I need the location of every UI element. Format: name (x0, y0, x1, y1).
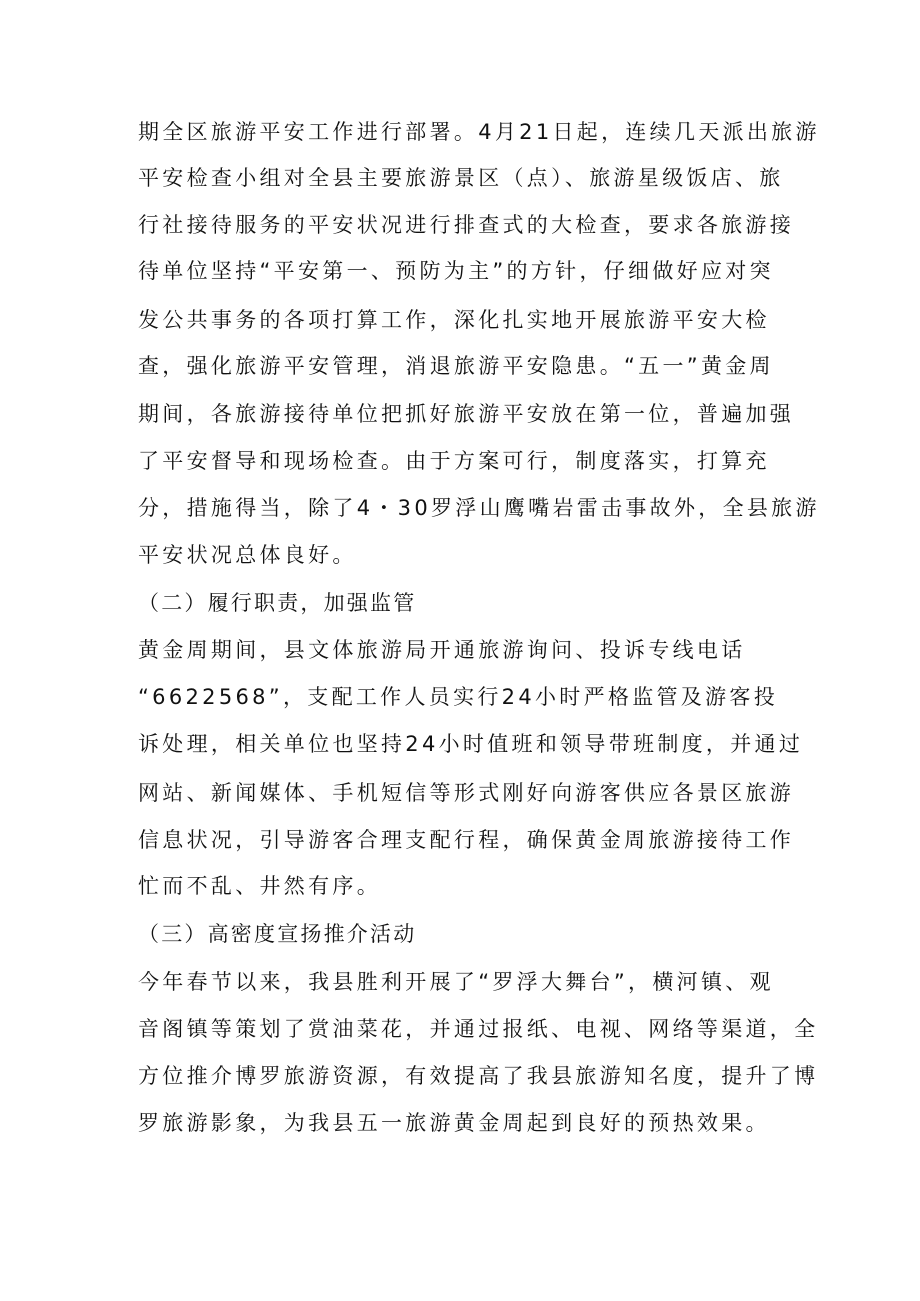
text-line: 罗旅游影象，为我县五一旅游黄金周起到良好的预热效果。 (138, 1111, 770, 1135)
text-line: 期间，各旅游接待单位把抓好旅游平安放在第一位，普遍加强 (138, 402, 795, 426)
text-line: 分，措施得当，除了4・30罗浮山鹰嘴岩雷击事故外，全县旅游 (138, 496, 820, 520)
text-line: 诉处理，相关单位也坚持24小时值班和领导带班制度，并通过 (138, 732, 804, 756)
text-line: 今年春节以来，我县胜利开展了“罗浮大舞台”，横河镇、观 (138, 970, 774, 994)
text-line: 网站、新闻媒体、手机短信等形式刚好向游客供应各景区旅游 (138, 781, 795, 805)
text-line: 方位推介博罗旅游资源，有效提高了我县旅游知名度，提升了博 (138, 1064, 819, 1088)
text-line: 查，强化旅游平安管理，消退旅游平安隐患。“五一”黄金周 (138, 354, 774, 378)
text-line: 发公共事务的各项打算工作，深化扎实地开展旅游平安大检 (138, 308, 770, 332)
text-line: 音阁镇等策划了赏油菜花，并通过报纸、电视、网络等渠道，全 (138, 1017, 819, 1041)
text-line: 平安检查小组对全县主要旅游景区（点）、旅游星级饭店、旅 (138, 166, 784, 190)
text-line: 了平安督导和现场检查。由于方案可行，制度落实，打算充 (138, 449, 770, 473)
text-line: 信息状况，引导游客合理支配行程，确保黄金周旅游接待工作 (138, 828, 795, 852)
text-line: 黄金周期间，县文体旅游局开通旅游询问、投诉专线电话 (138, 638, 746, 662)
text-line: 行社接待服务的平安状况进行排查式的大检查，要求各旅游接 (138, 213, 795, 237)
text-line: 忙而不乱、井然有序。 (138, 874, 381, 898)
text-line: 平安状况总体良好。 (138, 543, 357, 567)
text-line: 期全区旅游平安工作进行部署。4月21日起，连续几天派出旅游 (138, 120, 820, 144)
section-heading: （二）履行职责，加强监管 (138, 591, 417, 615)
section-heading: （三）高密度宣扬推介活动 (138, 922, 417, 946)
text-line: “6622568”，支配工作人员实行24小时严格监管及游客投 (138, 685, 779, 709)
text-line: 待单位坚持“平安第一、预防为主”的方针，仔细做好应对突 (138, 259, 774, 283)
